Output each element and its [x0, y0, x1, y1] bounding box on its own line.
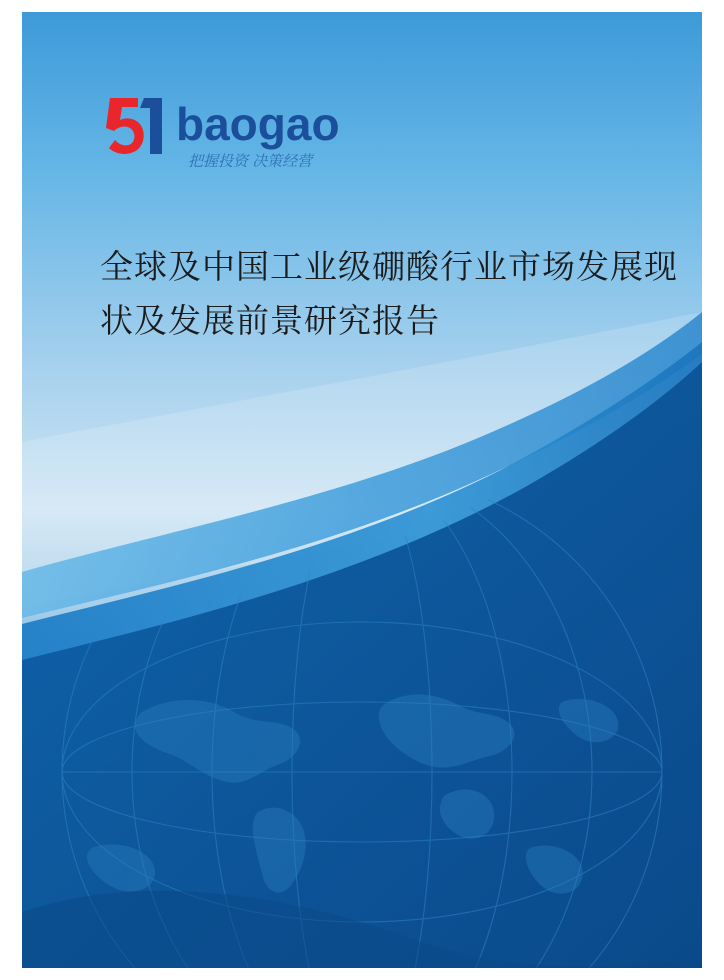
brand-logo: [100, 90, 400, 180]
logo-mark: [106, 98, 162, 154]
logo-graphic: [100, 90, 400, 180]
logo-wordmark: baogao: [176, 98, 340, 150]
cover-artwork: [22, 12, 702, 968]
logo-tagline: 把握投资 决策经营: [188, 153, 313, 170]
report-title: 全球及中国工业级硼酸行业市场发展现状及发展前景研究报告: [100, 248, 678, 339]
